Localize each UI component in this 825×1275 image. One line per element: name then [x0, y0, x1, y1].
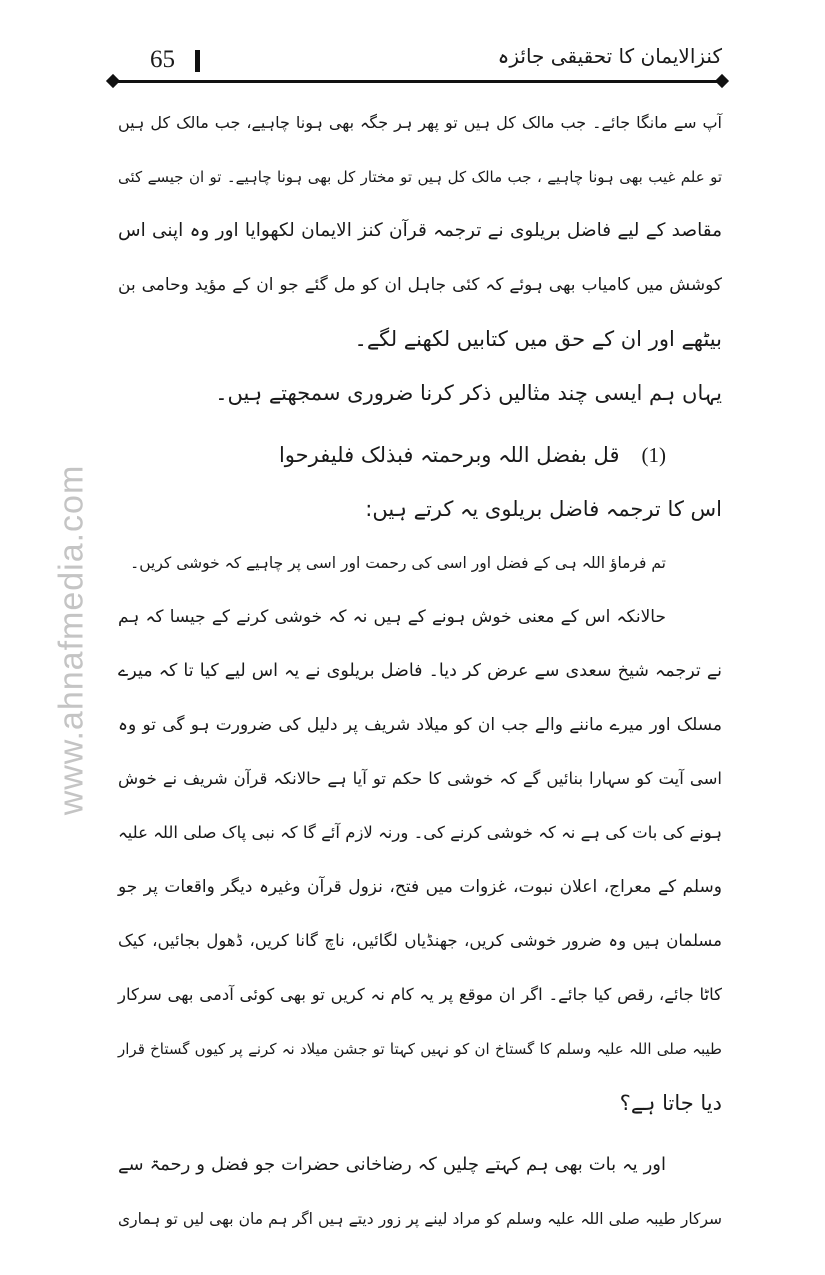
text-line: سرکار طیبہ صلی اللہ علیہ وسلم کو مراد لینے پر زور دیتے ہیں اگر ہم مان بھی لیں تو ہماری	[118, 1210, 722, 1228]
page-number: 65	[150, 46, 175, 73]
text-line: مسلک اور میرے ماننے والے جب ان کو میلاد شریف پر دلیل کی ضرورت ہو گی تو وہ	[118, 715, 722, 735]
text-line: نے ترجمہ شیخ سعدی سے عرض کر دیا۔ فاضل بریلوی نے یہ اس لیے کیا تا کہ میرے	[118, 661, 722, 681]
text-line: دیا جاتا ہے؟	[619, 1091, 722, 1115]
text-line: طیبہ صلی اللہ علیہ وسلم کا گستاخ ان کو نہیں کہتا تو جشن میلاد نہ کرنے پر کیوں گستاخ قرار	[118, 1040, 722, 1058]
text-line: اس کا ترجمہ فاضل بریلوی یہ کرتے ہیں:	[365, 497, 722, 521]
text-line: اسی آیت کو سہارا بنائیں گے کہ خوشی کا حکم تو آیا ہے حالانکہ قرآن شریف نے خوش	[118, 769, 722, 788]
verse-number: (1)	[641, 443, 666, 467]
text-line: یہاں ہم ایسی چند مثالیں ذکر کرنا ضروری سمجھتے ہیں۔	[215, 381, 722, 405]
verse-text: قل بفضل اللہ وبرحمتہ فبذلک فلیفرحوا	[278, 443, 620, 467]
text-line: آپ سے مانگا جائے۔ جب مالک کل ہیں تو پھر ہر جگہ بھی ہونا چاہیے، جب مالک کل ہیں	[118, 113, 723, 132]
verse-row	[118, 428, 722, 482]
text-line: اور یہ بات بھی ہم کہتے چلیں کہ رضاخانی حضرات جو فضل و رحمۃ سے	[118, 1154, 666, 1175]
watermark: www.ahnafmedia.com	[52, 464, 91, 816]
text-line: مقاصد کے لیے فاضل بریلوی نے ترجمہ قرآن کنز الایمان لکھوایا اور وہ اپنی اس	[118, 220, 722, 241]
page-header	[112, 44, 722, 80]
text-line: مسلمان ہیں وہ ضرور خوشی کریں، جھنڈیاں لگائیں، ناچ گانا کریں، ڈھول بجائیں، کیک	[118, 931, 722, 950]
body-text	[118, 96, 722, 1246]
text-line: وسلم کے معراج، اعلان نبوت، غزوات میں فتح، نزول قرآن وغیرہ دیگر واقعات پر جو	[118, 877, 722, 897]
text-line: بیٹھے اور ان کے حق میں کتابیں لکھنے لگے۔	[354, 327, 722, 351]
page-number-bar	[195, 50, 200, 72]
header-rule	[112, 80, 722, 83]
text-line: کوشش میں کامیاب بھی ہوئے کہ کئی جاہل ان کو مل گئے جو ان کے مؤید وحامی بن	[118, 275, 722, 295]
translation-line: تم فرماؤ اللہ ہی کے فضل اور اسی کی رحمت اور اسی پر چاہیے کہ خوشی کریں۔	[130, 554, 666, 572]
text-line: تو علم غیب بھی ہونا چاہیے ، جب مالک کل ہیں تو مختار کل بھی ہونا چاہیے۔ تو ان جیسے کئی	[118, 168, 722, 186]
text-line: ہونے کی بات کی ہے نہ کہ خوشی کرنے کی۔ ورنہ لازم آئے گا کہ نبی پاک صلی اللہ علیہ	[118, 823, 722, 842]
text-line: حالانکہ اس کے معنی خوش ہونے کے ہیں نہ کہ خوشی کرنے کے جیسا کہ ہم	[118, 607, 666, 627]
text-line: کاٹا جائے، رقص کیا جائے۔ اگر ان موقع پر یہ کام نہ کریں تو بھی کوئی آدمی بھی سرکار	[118, 985, 722, 1004]
running-title: کنزالایمان کا تحقیقی جائزہ	[497, 44, 722, 68]
